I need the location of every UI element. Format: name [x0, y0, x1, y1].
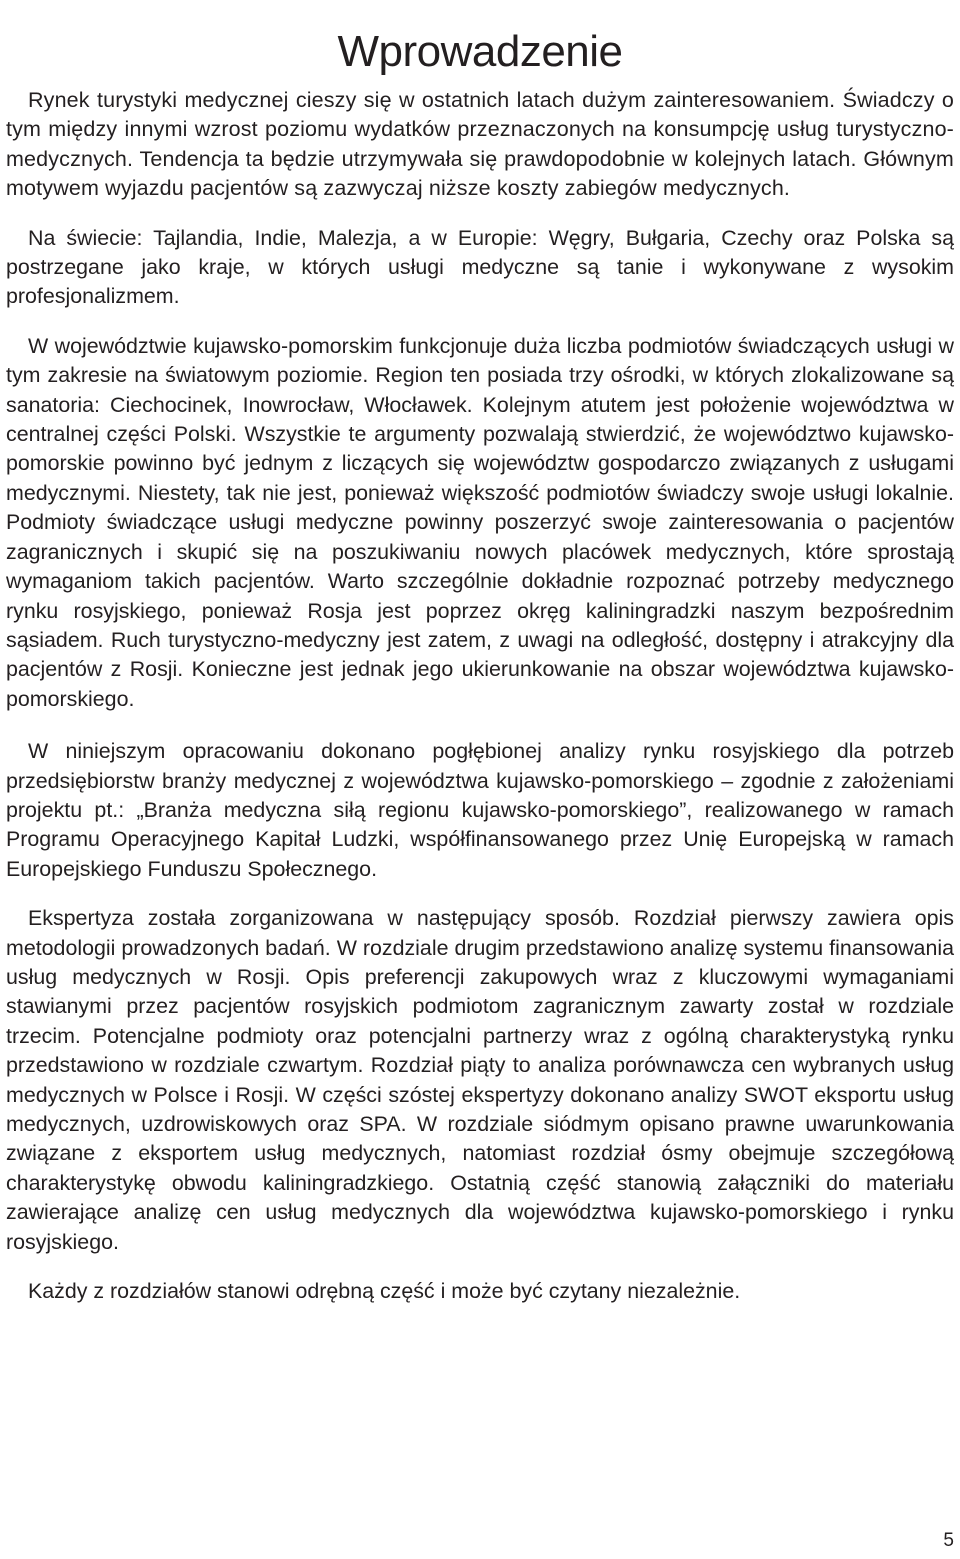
- paragraph-study-purpose: W niniejszym opracowaniu dokonano pogłębionej analizy rynku rosyjskiego dla potrzeb przedsiębiorstw branży medycznej z województwa kujawsko-pomorskiego – zgodnie z założeniami projektu pt.: „Branża medyczna siłą regionu kujawsko-pomorskiego”, realizowanego w ramach Programu Operacyjnego Kapitał Ludzki, współfinansowanego przez Unię Europejską w ramach Europejskiego Funduszu Społecznego.: [6, 739, 954, 881]
- page-title: Wprowadzenie: [337, 27, 623, 77]
- paragraph-region: W województwie kujawsko-pomorskim funkcjonuje duża liczba podmiotów świadczących usługi w tym zakresie na światowym poziomie. Region ten posiada trzy ośrodki, w których zlokalizowane są sanatoria: Ciechocinek, Inowrocław, Włocławek. Kolejnym atutem jest położenie województwa w centralnej części Polski. Wszystkie te argumenty pozwalają stwierdzić, że województwo kujawsko-pomorskie powinno być jednym z liczących się województw gospodarczo związanych z usługami medycznymi. Niestety, tak nie jest, ponieważ większość podmiotów świadczy swoje usługi lokalnie. Podmioty świadczące usługi medyczne powinny poszerzyć swoje zainteresowania o pacjentów zagranicznych i skupić się na poszukiwaniu nowych placówek medycznych, które sprostają wymaganiom takich pacjentów. Warto szczególnie dokładnie rozpoznać potrzeby medycznego rynku rosyjskiego, ponieważ Rosja jest poprzez okręg kaliningradzki naszym bezpośrednim sąsiadem. Ruch turystyczno-medyczny jest zatem, z uwagi na odległość, dostępny i atrakcyjny dla pacjentów z Rosji. Konieczne jest jednak jego ukierunkowanie na obszar województwa kujawsko-pomorskiego.: [6, 333, 954, 711]
- paragraph-structure: Ekspertyza została zorganizowana w następujący sposób. Rozdział pierwszy zawiera opis metodologii prowadzonych badań. W rozdziale drugim przedstawiono analizę systemu finansowania usług medycznych w Rosji. Opis preferencji zakupowych wraz z kluczowymi wymaganiami stawianymi przez pacjentów rosyjskich podmiotom zagranicznym zawarty został w rozdziale trzecim. Potencjalne podmioty oraz potencjalni partnerzy wraz z ogólną charakterystyką rynku przedstawiono w rozdziale czwartym. Rozdział piąty to analiza porównawcza cen wybranych usług medycznych w Polsce i Rosji. W części szóstej ekspertyzy dokonano analizy SWOT eksportu usług medycznych, uzdrowiskowych oraz SPA. W rozdziale siódmym opisano prawne uwarunkowania związane z eksportem usług medycznych, natomiast rozdział ósmy obejmuje szczegółową charakterystykę obwodu kaliningradzkiego. Ostatnią część stanowią załączniki do materiału zawierające analizę cen usług medycznych dla województwa kujawsko-pomorskiego i rynku rosyjskiego.: [6, 906, 954, 1254]
- page-number: 5: [943, 1530, 954, 1551]
- document-body: [6, 86, 954, 1306]
- paragraph-countries: Na świecie: Tajlandia, Indie, Malezja, a w Europie: Węgry, Bułgaria, Czechy oraz Polska są postrzegane jako kraje, w których usługi medyczne są tanie i wykonywane z wysokim profesjonalizmem.: [6, 225, 954, 309]
- paragraph-closing: Każdy z rozdziałów stanowi odrębną część i może być czytany niezależnie.: [28, 1279, 741, 1304]
- paragraph-intro: Rynek turystyki medycznej cieszy się w ostatnich latach dużym zainteresowaniem. Świadczy o tym między innymi wzrost poziomu wydatków przeznaczonych na konsumpcję usług turystyczno-medycznych. Tendencja ta będzie utrzymywała się prawdopodobnie w kolejnych latach. Głównym motywem wyjazdu pacjentów są zazwyczaj niższe koszty zabiegów medycznych.: [6, 88, 954, 201]
